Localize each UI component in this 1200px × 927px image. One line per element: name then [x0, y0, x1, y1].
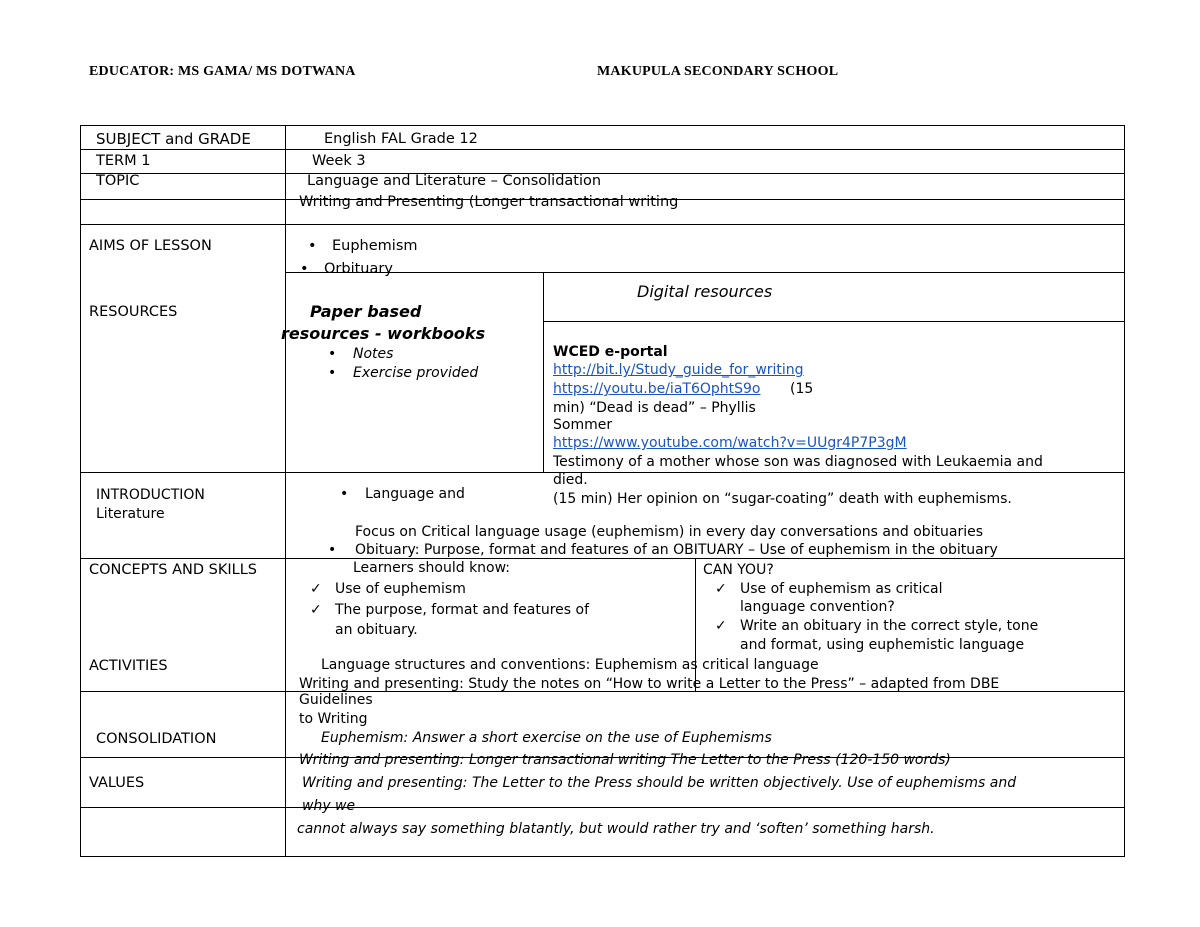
- values-line: cannot always say something blatantly, but would rather try and ‘soften’ something harsh.: [297, 821, 935, 837]
- topic-value: Language and Literature – Consolidation: [307, 173, 602, 189]
- check-icon: ✓: [715, 618, 727, 634]
- aims-label: AIMS OF LESSON: [89, 238, 212, 254]
- row-divider: [80, 807, 1125, 808]
- aims-bullet-icon: •: [300, 261, 309, 277]
- resources-column-divider: [543, 272, 544, 472]
- topic-label: TOPIC: [96, 173, 140, 189]
- paper-resources-heading-2: resources - workbooks: [281, 324, 486, 343]
- video-duration: (15: [790, 381, 814, 397]
- intro-focus: Focus on Critical language usage (euphemism) in every day conversations and obituaries: [355, 524, 984, 540]
- values-line: Writing and presenting: The Letter to the Press should be written objectively. Use of euphemisms and: [302, 775, 1017, 791]
- activity-line: Language structures and conventions: Euphemism as critical language: [321, 657, 819, 673]
- term-value: Week 3: [312, 153, 366, 169]
- introduction-label: INTRODUCTION: [96, 487, 205, 503]
- consolidation-line: Euphemism: Answer a short exercise on the use of Euphemisms: [321, 730, 772, 746]
- activities-label: ACTIVITIES: [89, 658, 168, 674]
- intro-bullet-icon: •: [340, 486, 349, 502]
- aims-bullet-icon: •: [308, 238, 317, 254]
- can-item: Write an obituary in the correct style, tone: [740, 618, 1039, 634]
- dead-is-dead-video-link[interactable]: https://youtu.be/iaT6OphtS9o: [553, 381, 761, 397]
- paper-bullet-icon: •: [328, 346, 337, 362]
- study-guide-link[interactable]: http://bit.ly/Study_guide_for_writing: [553, 362, 804, 378]
- consolidation-label: CONSOLIDATION: [96, 731, 217, 747]
- concepts-label: CONCEPTS AND SKILLS: [89, 562, 257, 578]
- know-item: The purpose, format and features of: [335, 602, 589, 618]
- check-icon: ✓: [310, 581, 322, 597]
- portal-name: WCED e-portal: [553, 344, 668, 360]
- can-item: and format, using euphemistic language: [740, 637, 1025, 653]
- row-divider: [80, 472, 1125, 473]
- video-description: Sommer: [553, 417, 613, 433]
- introduction-label-2: Literature: [96, 506, 165, 522]
- row-divider: [80, 149, 1125, 150]
- video-description: min) “Dead is dead” – Phyllis: [553, 400, 756, 416]
- school-heading: MAKUPULA SECONDARY SCHOOL: [597, 64, 839, 79]
- activity-line: Writing and presenting: Study the notes on “How to write a Letter to the Press” – adapted from DBE: [299, 676, 1000, 692]
- paper-bullet-icon: •: [328, 365, 337, 381]
- can-item: language convention?: [740, 599, 895, 615]
- can-you-heading: CAN YOU?: [703, 562, 774, 578]
- learners-heading: Learners should know:: [353, 560, 511, 576]
- intro-bullet-icon: •: [328, 542, 337, 558]
- activity-line: Guidelines: [299, 692, 373, 708]
- check-icon: ✓: [715, 581, 727, 597]
- intro-item: Language and: [365, 486, 465, 502]
- check-icon: ✓: [310, 602, 322, 618]
- digital-resources-heading: Digital resources: [637, 282, 773, 301]
- paper-resource-item: Notes: [353, 346, 394, 362]
- row-divider: [285, 272, 1125, 273]
- video-description: (15 min) Her opinion on “sugar-coating” death with euphemisms.: [553, 491, 1012, 507]
- row-divider: [543, 321, 1125, 322]
- video-description: Testimony of a mother whose son was diagnosed with Leukaemia and: [553, 454, 1043, 470]
- educator-heading: EDUCATOR: MS GAMA/ MS DOTWANA: [89, 64, 356, 79]
- term-label: TERM 1: [96, 153, 151, 169]
- subject-value: English FAL Grade 12: [324, 131, 478, 147]
- paper-resource-item: Exercise provided: [353, 365, 479, 381]
- label-column-divider: [285, 125, 286, 857]
- row-divider: [80, 173, 1125, 174]
- consolidation-line: Writing and presenting: Longer transactional writing The Letter to the Press (120-150 words): [299, 752, 951, 768]
- row-divider: [80, 224, 1125, 225]
- subject-label: SUBJECT and GRADE: [96, 130, 251, 148]
- aims-item: Euphemism: [332, 238, 418, 254]
- testimony-video-link[interactable]: https://www.youtube.com/watch?v=UUgr4P7P3gM: [553, 435, 907, 451]
- resources-label: RESOURCES: [89, 304, 178, 320]
- activity-line: to Writing: [299, 711, 368, 727]
- can-item: Use of euphemism as critical: [740, 581, 943, 597]
- video-description: died.: [553, 472, 588, 488]
- aims-item: Orbituary: [324, 261, 393, 277]
- values-line: why we: [302, 798, 356, 814]
- intro-item: Obituary: Purpose, format and features of an OBITUARY – Use of euphemism in the obituary: [355, 542, 998, 558]
- know-item: Use of euphemism: [335, 581, 466, 597]
- values-label: VALUES: [89, 775, 145, 791]
- paper-resources-heading: Paper based: [310, 302, 422, 321]
- topic-value-2: Writing and Presenting (Longer transactional writing: [299, 194, 679, 210]
- know-item: an obituary.: [335, 622, 418, 638]
